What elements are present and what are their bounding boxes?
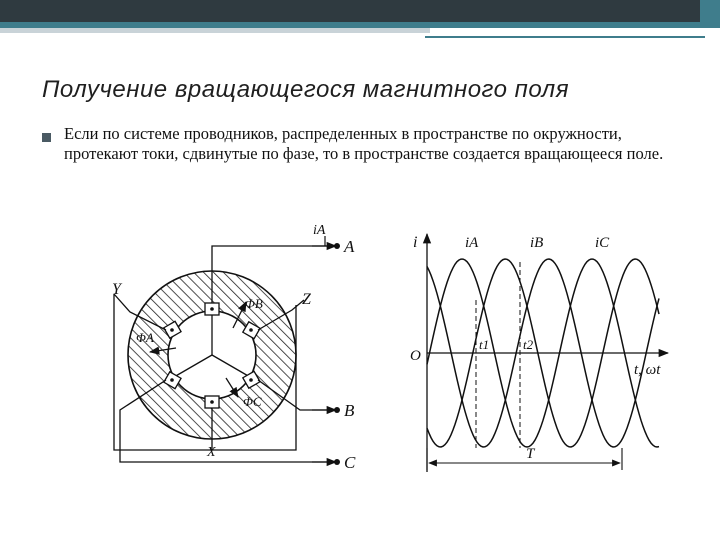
waveform-plot bbox=[410, 234, 668, 472]
label-terminal-b: B bbox=[344, 401, 355, 420]
label-z: Z bbox=[302, 291, 311, 308]
bullet-text: Если по системе проводников, распределенных в пространстве по окружности, протекают токи, сдвинутые по фазе, то в пространстве создается вращающееся поле. bbox=[64, 124, 664, 163]
label-terminal-a: A bbox=[344, 237, 355, 256]
conductor-a bbox=[205, 303, 219, 315]
terminal-c-dot bbox=[334, 459, 340, 465]
label-t1: t1 bbox=[479, 337, 490, 352]
label-terminal-c: C bbox=[344, 453, 356, 472]
terminal-a-dot bbox=[334, 243, 340, 249]
label-flux-c: ΦC bbox=[243, 394, 262, 409]
label-curve-b: iB bbox=[530, 235, 544, 251]
label-period: T bbox=[526, 446, 535, 462]
label-y: Y bbox=[112, 281, 121, 298]
label-t2: t2 bbox=[523, 337, 534, 352]
label-curve-c: iC bbox=[595, 235, 610, 251]
label-axis-t: t, ωt bbox=[634, 362, 661, 378]
label-current-a: iA bbox=[313, 223, 326, 238]
label-curve-a: iA bbox=[465, 235, 479, 251]
slide-title: Получение вращающегося магнитного поля bbox=[42, 76, 570, 103]
label-flux-b: ΦB bbox=[245, 296, 263, 311]
conductor-x bbox=[205, 396, 219, 408]
terminal-b-dot bbox=[334, 407, 340, 413]
stator-diagram bbox=[112, 223, 356, 472]
label-flux-a: ΦA bbox=[136, 330, 154, 345]
label-x: X bbox=[207, 445, 216, 460]
label-origin: O bbox=[410, 348, 421, 364]
label-axis-i: i bbox=[413, 234, 418, 251]
